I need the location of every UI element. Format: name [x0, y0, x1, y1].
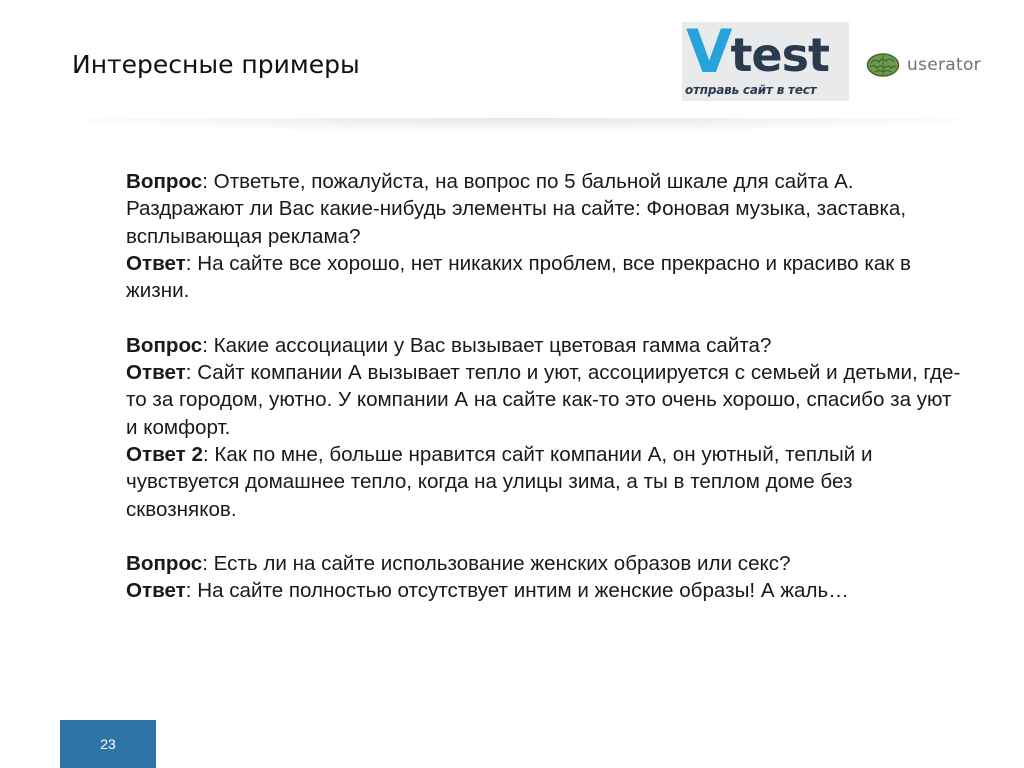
answer-2-text: : Как по мне, больше нравится сайт компании А, он уютный, теплый и чувствуется домашнее тепло, когда на улицы зима, а ты в теплом доме без сквозняков. [126, 442, 873, 521]
userator-logo [866, 50, 981, 80]
header-divider-shadow [60, 118, 985, 132]
question-line [126, 550, 966, 577]
question-label: Вопрос [126, 333, 203, 357]
question-text: : Какие ассоциации у Вас вызывает цветовая гамма сайта? [202, 333, 772, 357]
answer-text: : Сайт компании А вызывает тепло и уют, ассоциируется с семьей и детьми, где-то за городом, уютно. У компании А на сайте как-то это очень хорошо, спасибо за уют и комфорт. [126, 361, 961, 439]
question-label: Вопрос [126, 552, 203, 576]
slide-body [126, 168, 966, 605]
answer-line [126, 250, 966, 305]
answer-line [126, 577, 966, 604]
page-number-badge [60, 720, 156, 768]
answer-2-label: Ответ 2 [126, 442, 203, 466]
vtest-logo [682, 22, 849, 101]
vtest-wordmark-rest: test [730, 28, 829, 82]
answer-label: Ответ [126, 579, 186, 603]
question-text: : Есть ли на сайте использование женских образов или секс? [202, 552, 791, 576]
qa-block-3 [126, 550, 966, 605]
userator-wordmark: userator [907, 55, 981, 75]
block-spacer [126, 304, 966, 331]
page-number: 23 [100, 736, 116, 752]
slide-title: Интересные примеры [72, 50, 360, 79]
answer-line [126, 359, 966, 441]
question-text: : Ответьте, пожалуйста, на вопрос по 5 бальной шкале для сайта А. Раздражают ли Вас какие-нибудь элементы на сайте: Фоновая музыка, заставка, всплывающая реклама? [126, 170, 907, 248]
block-spacer [126, 523, 966, 550]
answer-text: : На сайте полностью отсутствует интим и женские образы! А жаль… [185, 579, 849, 603]
answer-label: Ответ [126, 361, 186, 385]
vtest-wordmark [686, 22, 829, 87]
qa-block-2 [126, 332, 966, 523]
qa-block-1 [126, 168, 966, 304]
answer-2-line [126, 441, 966, 523]
vtest-wordmark-v: V [686, 22, 731, 87]
question-line [126, 332, 966, 359]
vtest-tagline: отправь сайт в тест [685, 83, 817, 97]
answer-text: : На сайте все хорошо, нет никаких проблем, все прекрасно и красиво как в жизни. [126, 251, 911, 303]
question-label: Вопрос [126, 170, 203, 193]
brain-icon [866, 52, 900, 78]
answer-label: Ответ [126, 251, 186, 275]
question-line [126, 168, 966, 250]
